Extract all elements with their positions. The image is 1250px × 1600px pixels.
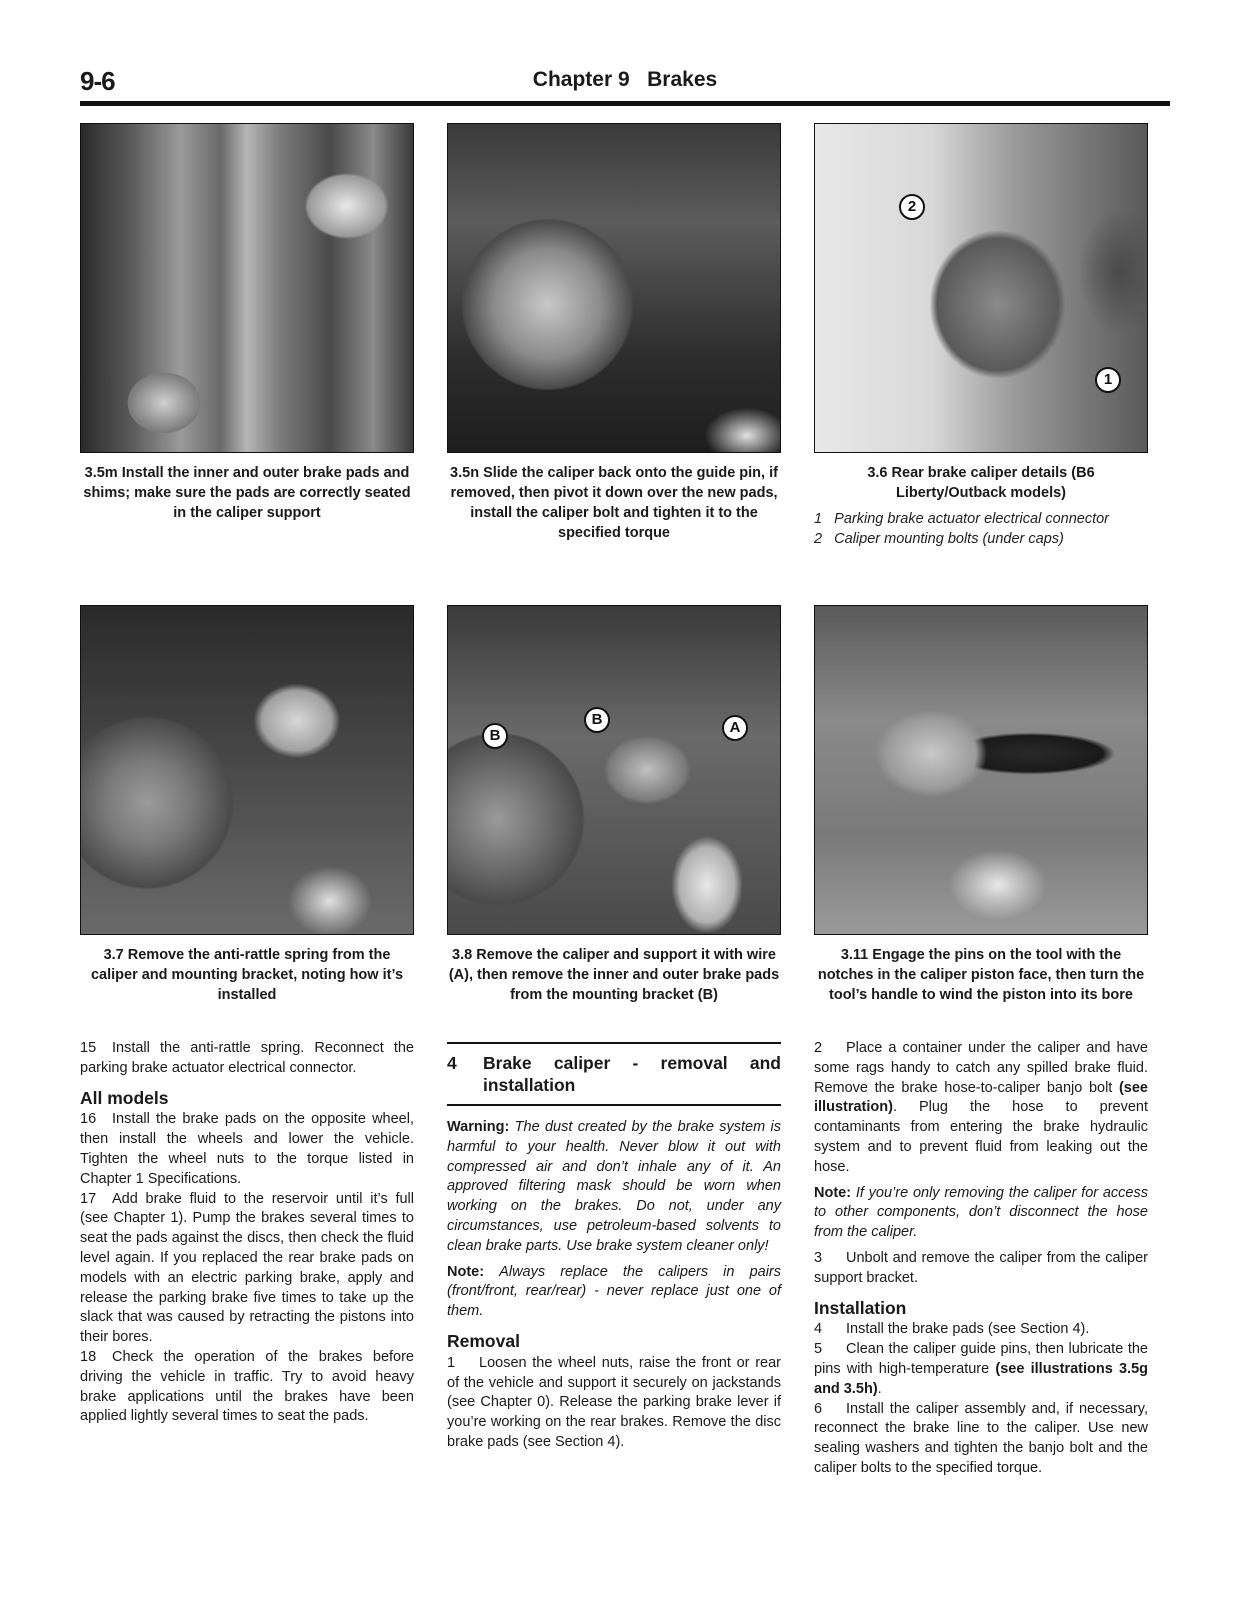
warning-block: Warning: The dust created by the brake system is harmful to your health. Never blow it out with compressed air and don’t inhale any of it. An approved filtering mask should be worn when working on the brakes. Do not, under any circumstances, use petroleum-based solvents to clean brake parts. Use brake system cleaner only! — [447, 1119, 782, 1254]
photo-brake-pads-install — [80, 123, 414, 453]
callout-b-left: B — [482, 723, 508, 749]
left-text-column — [80, 1039, 414, 1427]
figure-caption: 3.7 Remove the anti-rattle spring from the caliper and mounting bracket, noting how it’s installed — [90, 947, 404, 1003]
chapter-title: Chapter 9 Brakes — [532, 68, 718, 91]
subheading-installation: Installation — [814, 1297, 907, 1318]
callout-2: 2 — [899, 194, 925, 220]
paragraph-2: 2 Place a container under the caliper and have some rags handy to catch any spilled brake fluid. Remove the brake hose-to-caliper banjo bolt (see illustration). Plug the hose to prevent contaminants from entering the brake hydraulic system and to prevent fluid from leaking out the hose. — [814, 1040, 1148, 1175]
note-block: Note: If you’re only removing the caliper for access to other components, don’t disconnect the hose from the caliper. — [814, 1184, 1148, 1241]
figure-caption: 3.5n Slide the caliper back onto the guide pin, if removed, then pivot it down over the new pads, install the caliper bolt and tighten it to the specified torque — [450, 465, 778, 541]
figure-3-5m — [80, 123, 414, 523]
figure-3-6 — [814, 123, 1148, 549]
callout-b-right: B — [584, 707, 610, 733]
illustration-reference: (see illustrations 3.5g and 3.5h) — [814, 1360, 1148, 1397]
right-text-column — [814, 1039, 1148, 1479]
middle-text-column — [447, 1036, 781, 1453]
page-header — [80, 62, 1170, 102]
paragraph-1: 1 Loosen the wheel nuts, raise the front or rear of the vehicle and support it securely on jackstands (see Chapter 0). Release the parking brake lever if you’re working on the rear brakes. Remove the disc brake pads (see Section 4). — [447, 1354, 781, 1450]
paragraph-5: 5 Clean the caliper guide pins, then lubricate the pins with high-temperature (see illustrations 3.5g and 3.5h). — [814, 1341, 1148, 1397]
legend-item: 2 Caliper mounting bolts (under caps) — [814, 531, 1064, 547]
paragraph-18: 18 Check the operation of the brakes before driving the vehicle in traffic. Try to avoid heavy brake applications until the brakes have been applied lightly several times to seat the pads. — [80, 1348, 414, 1425]
paragraph-4: 4 Install the brake pads (see Section 4). — [814, 1321, 1090, 1338]
illustration-reference: (see illustration) — [814, 1079, 1148, 1116]
callout-1: 1 — [1095, 367, 1121, 393]
section-heading-4: 4 Brake caliper - removal and installation — [447, 1042, 781, 1106]
figure-3-7 — [80, 605, 414, 1005]
subheading-all-models: All models — [80, 1087, 169, 1108]
paragraph-15: 15 Install the anti-rattle spring. Reconnect the parking brake actuator electrical connector. — [80, 1040, 414, 1076]
page-number: 9-6 — [80, 66, 115, 96]
figure-3-11 — [814, 605, 1148, 1005]
paragraph-17: 17 Add brake fluid to the reservoir until it’s full (see Chapter 1). Pump the brakes several times to seat the pads against the discs, then check the fluid level again. If you replaced the rear brake pads on models with an electric parking brake, apply and release the parking brake five times to take up the slack that was caused by retracting the pistons into their bores. — [80, 1190, 414, 1346]
header-rule — [80, 101, 1170, 106]
figure-caption: 3.6 Rear brake caliper details (B6 Liberty/Outback models) — [867, 465, 1095, 501]
figure-3-5n — [447, 123, 781, 543]
figure-caption: 3.8 Remove the caliper and support it with wire (A), then remove the inner and outer brake pads from the mounting bracket (B) — [448, 947, 780, 1003]
photo-piston-wind-tool — [814, 605, 1148, 935]
photo-caliper-slide-back — [447, 123, 781, 453]
paragraph-16: 16 Install the brake pads on the opposite wheel, then install the wheels and lower the vehicle. Tighten the wheel nuts to the torque listed in Chapter 1 Specifications. — [80, 1111, 414, 1187]
photo-rear-caliper-details — [814, 123, 1148, 453]
legend-item: 1 Parking brake actuator electrical connector — [814, 511, 1110, 527]
paragraph-3: 3 Unbolt and remove the caliper from the caliper support bracket. — [814, 1249, 1148, 1286]
note-block: Note: Always replace the calipers in pairs (front/front, rear/rear) - never replace just one of them. — [447, 1263, 781, 1320]
photo-caliper-removal — [447, 605, 781, 935]
figure-legend — [814, 509, 1148, 549]
photo-anti-rattle-spring — [80, 605, 414, 935]
figure-caption: 3.5m Install the inner and outer brake pads and shims; make sure the pads are correctly seated in the caliper support — [83, 465, 411, 521]
figure-caption: 3.11 Engage the pins on the tool with the notches in the caliper piston face, then turn the tool’s handle to wind the piston into its bore — [817, 947, 1145, 1003]
figure-3-8 — [447, 605, 781, 1005]
callout-a: A — [722, 715, 748, 741]
paragraph-6: 6 Install the caliper assembly and, if necessary, reconnect the brake line to the caliper. Use new sealing washers and tighten the banjo bolt and the caliper bolts to the specified torque. — [814, 1400, 1148, 1476]
subheading-removal: Removal — [447, 1330, 520, 1351]
